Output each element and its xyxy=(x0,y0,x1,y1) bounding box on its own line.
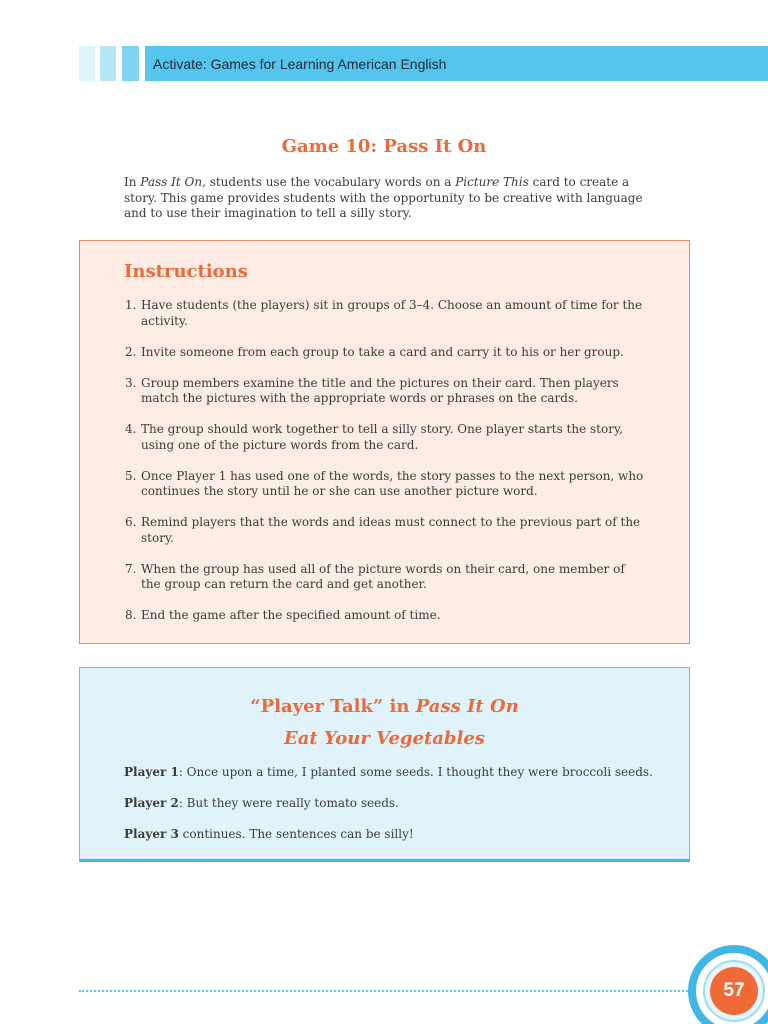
player-talk-title xyxy=(80,696,689,717)
instruction-item xyxy=(125,562,647,593)
page-number-ring xyxy=(703,960,765,1022)
instruction-text: Have students (the players) sit in groups of 3–4. Choose an amount of time for the activity. xyxy=(141,298,643,328)
instruction-text: End the game after the specified amount of time. xyxy=(141,608,441,622)
instruction-text: Remind players that the words and ideas must connect to the previous part of the story. xyxy=(141,515,641,545)
instruction-item xyxy=(125,515,647,546)
intro-part-2: , students use the vocabulary words on a xyxy=(202,175,456,189)
speaker-name: Player 2 xyxy=(124,796,179,810)
page-title: Game 10: Pass It On xyxy=(281,136,487,157)
instructions-heading: Instructions xyxy=(124,261,248,282)
speaker-text: : But they were really tomato seeds. xyxy=(178,796,399,810)
intro-paragraph xyxy=(124,175,646,222)
instruction-item xyxy=(125,345,647,361)
page-number-circle xyxy=(710,967,758,1015)
player-talk-subtitle: Eat Your Vegetables xyxy=(284,728,485,749)
header-title: Activate: Games for Learning American English xyxy=(153,55,447,72)
instruction-text: Invite someone from each group to take a card and carry it to his or her group. xyxy=(141,344,624,359)
intro-part-1: In xyxy=(124,175,141,189)
speaker-name: Player 3 xyxy=(124,827,179,841)
footer-dotted-rule xyxy=(79,990,691,992)
speaker-text: continues. The sentences can be silly! xyxy=(178,827,414,841)
header-strip-3 xyxy=(122,46,139,81)
player-talk-line xyxy=(124,827,654,841)
intro-part-3: card to create a story. This game provides students with the opportunity to be creative with language and to use their imagination to tell a silly story. xyxy=(124,175,643,220)
instruction-text: Group members examine the title and the pictures on their card. Then players match the pictures with the appropriate words or phrases on the cards. xyxy=(141,375,619,405)
intro-game-name: Pass It On xyxy=(140,175,203,189)
player-talk-line xyxy=(124,796,654,810)
instruction-number: 1. xyxy=(125,298,137,312)
player-talk-line xyxy=(124,765,654,779)
instruction-item xyxy=(125,469,647,500)
header-bar xyxy=(145,46,768,81)
player-talk-title-prefix: “Player Talk” in xyxy=(250,696,416,717)
instruction-text: Once Player 1 has used one of the words, the story passes to the next person, who continues the story until he or she can use another picture word. xyxy=(141,468,644,498)
intro-card-name: Picture This xyxy=(455,175,529,189)
instruction-number: 2. xyxy=(125,344,137,359)
page-number: 57 xyxy=(723,980,745,1001)
instructions-box xyxy=(79,240,690,644)
instruction-text: The group should work together to tell a silly story. One player starts the story, using one of the picture words from the card. xyxy=(141,422,623,452)
instruction-item xyxy=(125,376,647,407)
instructions-list xyxy=(125,298,647,639)
header-strip-2 xyxy=(100,46,116,81)
instruction-number: 3. xyxy=(125,375,137,390)
instruction-item xyxy=(125,608,647,624)
instruction-item xyxy=(125,422,647,453)
instruction-number: 7. xyxy=(125,561,137,576)
instruction-number: 6. xyxy=(125,515,137,529)
instruction-number: 5. xyxy=(125,468,137,483)
page-number-badge xyxy=(688,945,768,1024)
player-talk-box xyxy=(79,667,690,862)
instruction-number: 4. xyxy=(125,422,137,436)
player-talk-title-game: Pass It On xyxy=(415,696,519,717)
instruction-text: When the group has used all of the picture words on their card, one member of the group can return the card and get another. xyxy=(141,561,625,591)
header-strip-1 xyxy=(79,46,95,81)
instruction-item xyxy=(125,298,647,329)
instruction-number: 8. xyxy=(125,608,137,622)
speaker-text: : Once upon a time, I planted some seeds. I thought they were broccoli seeds. xyxy=(178,765,653,779)
speaker-name: Player 1 xyxy=(124,765,179,779)
